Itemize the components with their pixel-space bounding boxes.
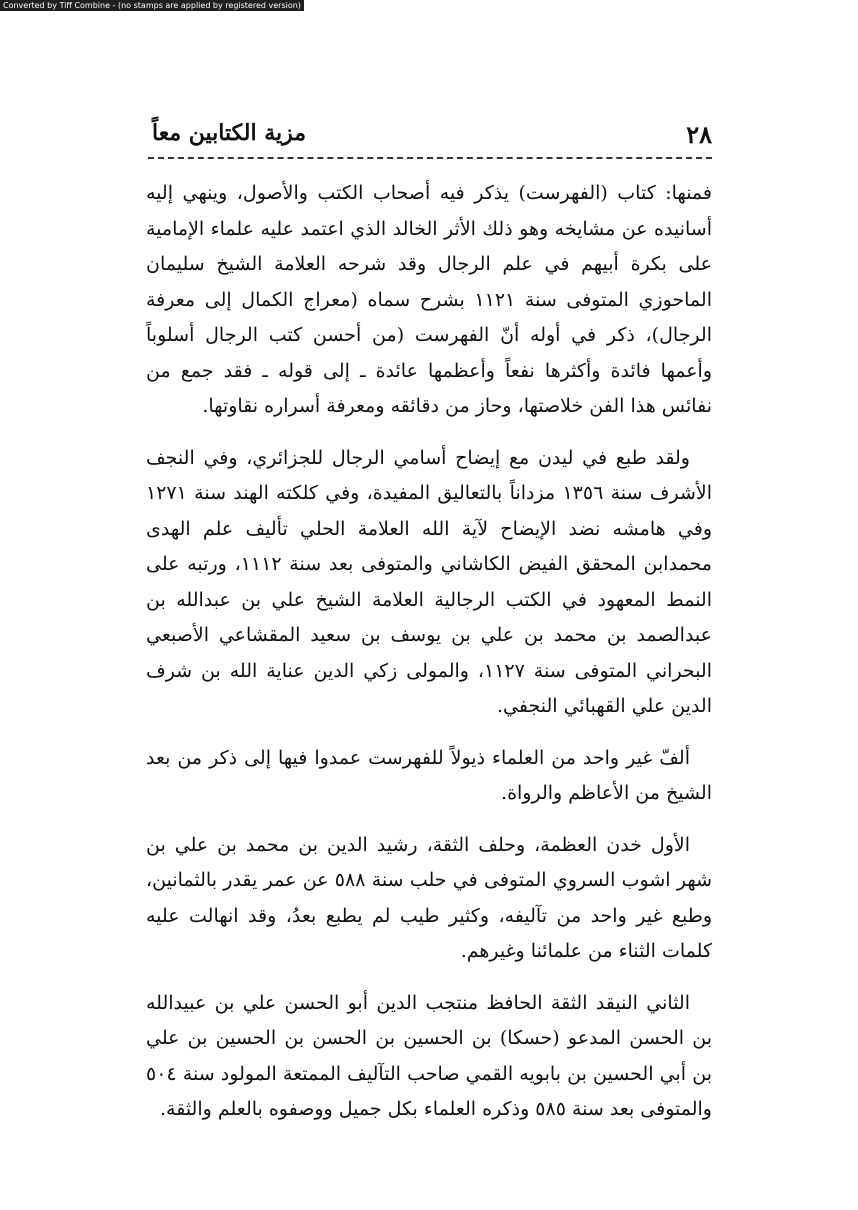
page-number: ٢٨ [686, 120, 712, 149]
paragraph-2: ولقد طبع في ليدن مع إيضاح أسامي الرجال للجزائري، وفي النجف الأشرف سنة ١٣٥٦ مزداناً بالتعاليق المفيدة، وفي كلكته الهند سنة ١٢٧١ وفي هامشه نضد الإيضاح لآية الله العلامة الحلي تأليف علم الهدى محمدابن المحقق الفيض الكاشاني والمتوفى بعد سنة ١١١٢، ورتبه على النمط المعهود في الكتب الرجالية العلامة الشيخ علي بن عبدالله بن عبدالصمد بن محمد بن علي بن يوسف بن سعيد المقشاعي الأصبعي البحراني المتوفى سنة ١١٢٧، والمولى زكي الدين عناية الله بن شرف الدين علي القهبائي النجفي. [146, 446, 712, 717]
paragraph-1: فمنها: كتاب (الفهرست) يذكر فيه أصحاب الكتب والأصول، وينهي إليه أسانيده عن مشايخه وهو ذلك الأثر الخالد الذي اعتمد عليه علماء الإمامية على بكرة أبيهم في علم الرجال وقد شرحه العلامة الشيخ سليمان الماحوزي المتوفى سنة ١١٢١ بشرح سماه (معراج الكمال إلى معرفة الرجال)، ذكر في أوله أنّ الفهرست (من أحسن كتب الرجال أسلوباً وأعمها فائدة وأكثرها نفعاً وأعظمها عائدة ـ إلى قوله ـ فقد جمع من نفائس هذا الفن خلاصتها، وحاز من دقائقه ومعرفة أسراره نقاوتها. [146, 182, 712, 417]
running-title: مزية الكتابين معاً [152, 120, 307, 146]
page-header [152, 112, 712, 158]
paragraph-3: ألفّ غير واحد من العلماء ذيولاً للفهرست عمدوا فيها إلى ذكر من بعد الشيخ من الأعاظم والرواة. [146, 746, 712, 804]
converter-banner: Converted by Tiff Combine - (no stamps are applied by registered version) [0, 0, 304, 11]
paragraph-4: الأول خدن العظمة، وحلف الثقة، رشيد الدين بن محمد بن علي بن شهر اشوب السروي المتوفى في حلب سنة ٥٨٨ عن عمر يقدر بالثمانين، وطبع غير واحد من تآليفه، وكثير طيب لم يطبع بعدُ، وقد انهالت عليه كلمات الثناء من علمائنا وغيرهم. [146, 833, 712, 962]
header-divider [148, 157, 712, 159]
paragraph-5: الثاني النيقد الثقة الحافظ منتجب الدين أبو الحسن علي بن عبيدالله بن الحسن المدعو (حسكا) بن الحسين بن الحسن بن الحسين بن علي بن أبي الحسين بن بابويه القمي صاحب التآليف الممتعة المولود سنة ٥٠٤ والمتوفى بعد سنة ٥٨٥ وذكره العلماء بكل جميل ووصفوه بالعلم والثقة. [146, 991, 712, 1120]
page-body [146, 176, 712, 1144]
